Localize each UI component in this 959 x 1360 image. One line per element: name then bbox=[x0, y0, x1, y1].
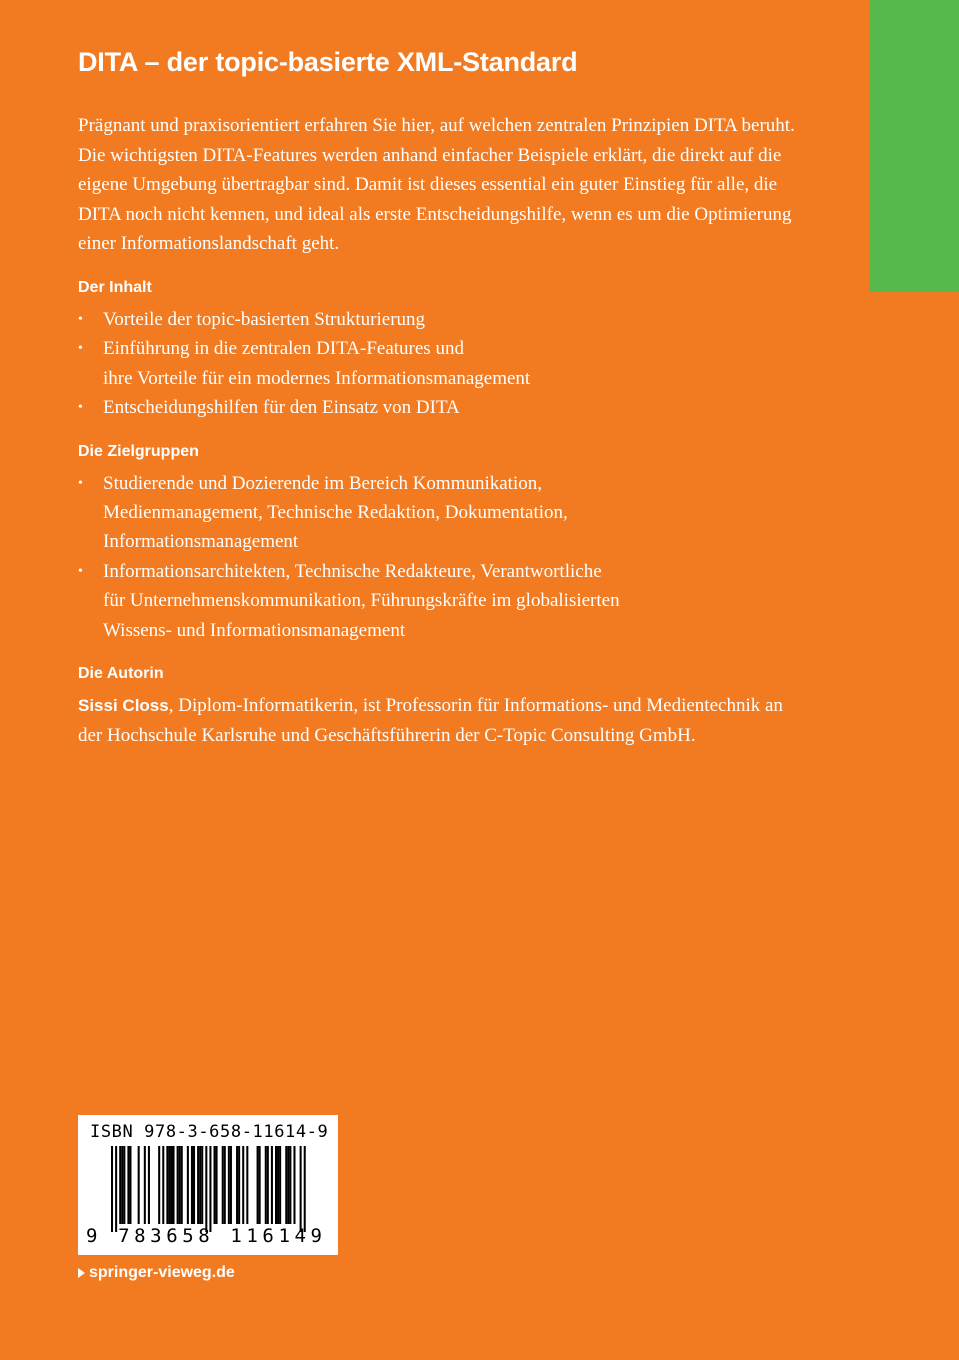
book-title: DITA – der topic-basierte XML-Standard bbox=[78, 47, 578, 77]
barcode-bar bbox=[224, 1146, 226, 1224]
barcode-bar bbox=[238, 1146, 240, 1224]
barcode-bar bbox=[279, 1146, 281, 1224]
barcode-bar bbox=[293, 1146, 295, 1224]
barcode-bar bbox=[277, 1146, 279, 1224]
author-name: Sissi Closs bbox=[78, 696, 169, 716]
barcode-bar bbox=[209, 1146, 211, 1232]
list-item: • Einführung in die zentralen DITA-Features und ihre Vorteile für ein modernes Informationsmanagement bbox=[78, 334, 798, 393]
barcode-bar bbox=[129, 1146, 131, 1224]
bullet-icon: • bbox=[78, 475, 83, 491]
barcode-bar bbox=[173, 1146, 175, 1224]
barcode-bar bbox=[121, 1146, 123, 1224]
barcode-bar bbox=[257, 1146, 259, 1224]
barcode-bar bbox=[289, 1146, 291, 1224]
author-bio: , Diplom-Informatikerin, ist Professorin für Informations- und Medientechnik an der Hochschule Karlsruhe und Geschäftsführerin der C-Topic Consulting GmbH. bbox=[78, 695, 783, 746]
author-paragraph bbox=[78, 691, 798, 750]
barcode-bar bbox=[216, 1146, 218, 1224]
arrow-right-icon bbox=[78, 1268, 85, 1278]
barcode-bar bbox=[187, 1146, 189, 1224]
barcode-bar bbox=[222, 1146, 224, 1224]
barcode-bar bbox=[191, 1146, 193, 1224]
barcode-bar bbox=[111, 1146, 113, 1232]
barcode-bar bbox=[242, 1146, 244, 1224]
barcode-bar bbox=[300, 1146, 302, 1232]
barcode-bar bbox=[275, 1146, 277, 1224]
barcode-bar bbox=[246, 1146, 248, 1224]
barcode-bar bbox=[199, 1146, 201, 1224]
barcode-bar bbox=[170, 1146, 172, 1224]
autorin-heading: Die Autorin bbox=[78, 665, 164, 683]
bullet-icon: • bbox=[78, 311, 83, 327]
barcode-bar bbox=[162, 1146, 164, 1224]
barcode-bar bbox=[285, 1146, 287, 1224]
barcode-bar bbox=[197, 1146, 199, 1224]
barcode-bar bbox=[168, 1146, 170, 1224]
barcode-bar bbox=[177, 1146, 179, 1224]
barcode-bar bbox=[230, 1146, 232, 1224]
barcode-bar bbox=[236, 1146, 238, 1224]
bullet-icon: • bbox=[78, 563, 83, 579]
green-accent-tab bbox=[869, 0, 959, 292]
barcode-bar bbox=[265, 1146, 267, 1224]
list-item: • Informationsarchitekten, Technische Redakteure, Verantwortliche für Unternehmenskommunikation, Führungskräfte im globalisierten Wissens- und Informationsmanagement bbox=[78, 557, 798, 645]
barcode-digits: 9 783658 116149 bbox=[86, 1225, 327, 1247]
barcode-bar bbox=[259, 1146, 261, 1224]
inhalt-heading: Der Inhalt bbox=[78, 278, 152, 296]
barcode-bar bbox=[123, 1146, 125, 1224]
barcode-bar bbox=[166, 1146, 168, 1224]
barcode-bar bbox=[287, 1146, 289, 1224]
barcode-bar bbox=[267, 1146, 269, 1224]
list-item: • Studierende und Dozierende im Bereich Kommunikation, Medienmanagement, Technische Redaktion, Dokumentation, Informationsmanagement bbox=[78, 469, 798, 557]
barcode-bar bbox=[201, 1146, 203, 1224]
barcode-bar bbox=[148, 1146, 150, 1224]
publisher-website-link[interactable] bbox=[78, 1263, 235, 1283]
list-item: • Entscheidungshilfen für den Einsatz von DITA bbox=[78, 393, 798, 422]
back-cover-content bbox=[78, 44, 798, 750]
barcode-bar bbox=[138, 1146, 140, 1224]
barcode-bar bbox=[228, 1146, 230, 1224]
inhalt-list bbox=[78, 305, 798, 423]
isbn-number: ISBN 978-3-658-11614-9 bbox=[90, 1122, 329, 1142]
isbn-barcode bbox=[78, 1115, 338, 1255]
barcode-bar bbox=[158, 1146, 160, 1224]
zielgruppen-list bbox=[78, 469, 798, 645]
zielgruppen-heading: Die Zielgruppen bbox=[78, 442, 199, 460]
barcode-bar bbox=[214, 1146, 216, 1224]
list-item: • Vorteile der topic-basierten Strukturierung bbox=[78, 305, 798, 334]
barcode-bar bbox=[205, 1146, 207, 1232]
barcode-bar bbox=[193, 1146, 195, 1224]
bullet-icon: • bbox=[78, 341, 83, 357]
barcode-bar bbox=[144, 1146, 146, 1224]
barcode-bar bbox=[127, 1146, 129, 1224]
barcode-bar bbox=[115, 1146, 117, 1232]
bullet-icon: • bbox=[78, 400, 83, 416]
barcode-bar bbox=[271, 1146, 273, 1224]
intro-paragraph: Prägnant und praxisorientiert erfahren Sie hier, auf welchen zentralen Prinzipien DITA beruht. Die wichtigsten DITA-Features werden anhand einfacher Beispiele erklärt, die direkt auf die eigene Umgebung übertragbar sind. Damit ist dieses essential ein guter Einstieg für alle, die DITA noch nicht kennen, und ideal als erste Entscheidungshilfe, wenn es um die Optimierung einer Informationslandschaft geht. bbox=[78, 115, 795, 255]
barcode-bar bbox=[181, 1146, 183, 1224]
barcode-bar bbox=[179, 1146, 181, 1224]
website-label: springer-vieweg.de bbox=[89, 1264, 235, 1281]
barcode-bar bbox=[119, 1146, 121, 1224]
barcode-bar bbox=[304, 1146, 306, 1232]
